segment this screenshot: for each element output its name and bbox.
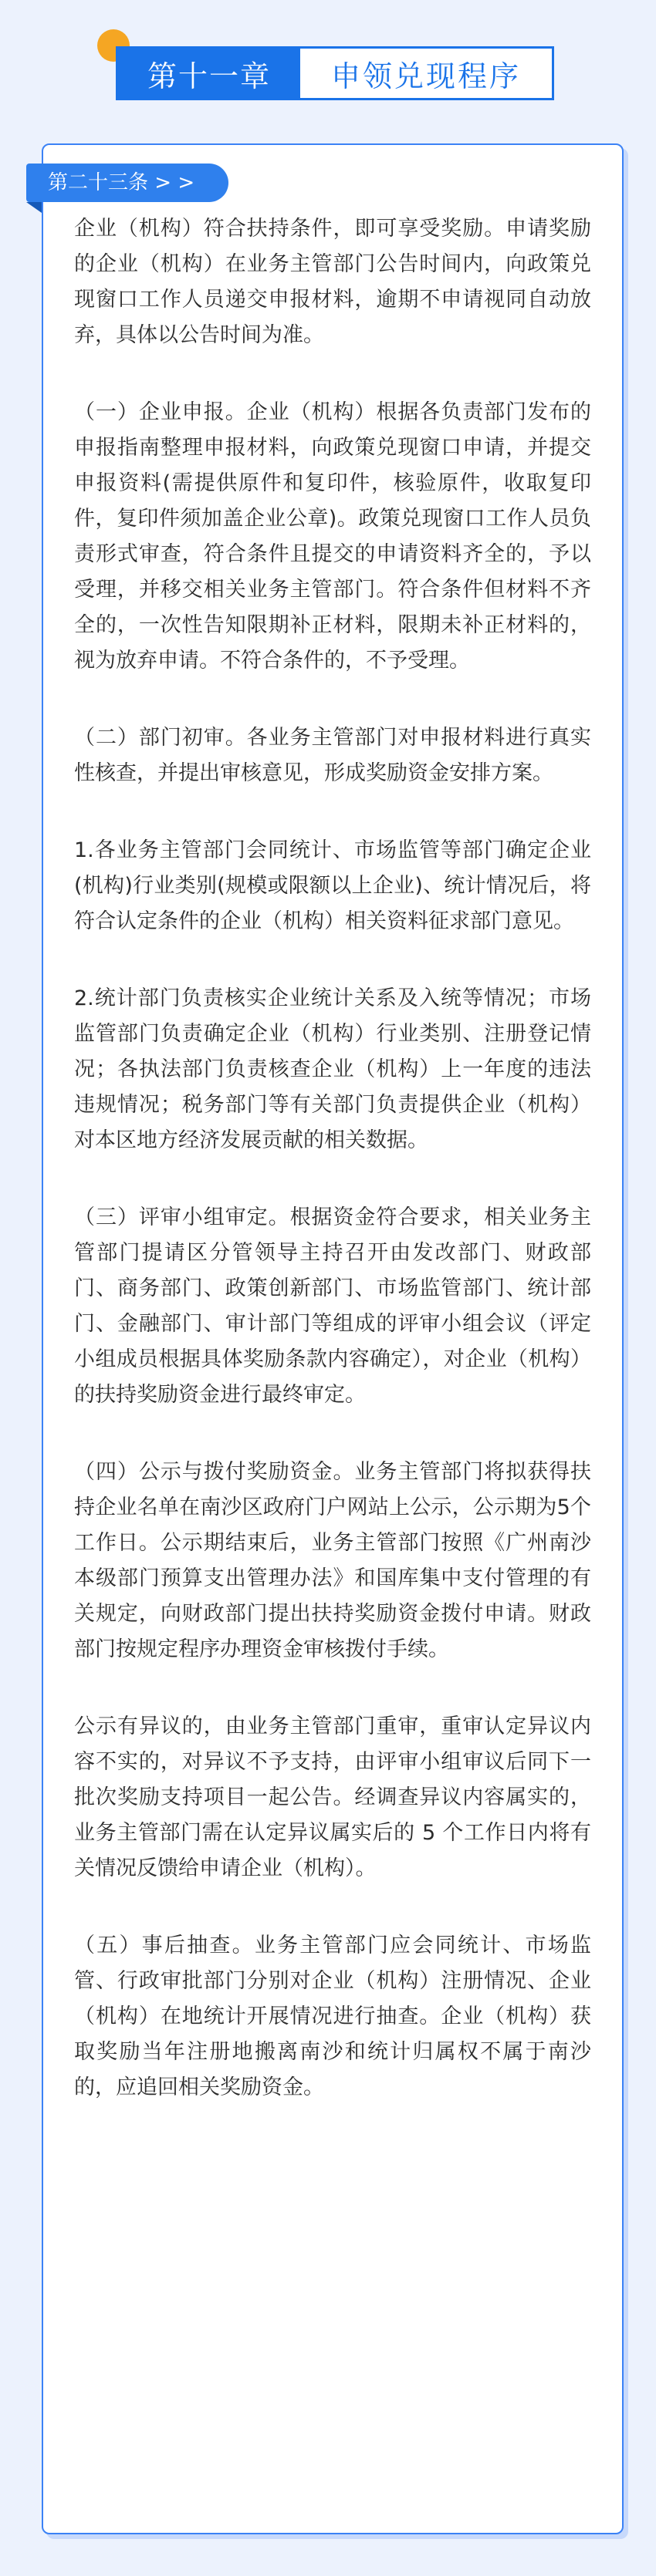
paragraph-enterprise-application: （一）企业申报。企业（机构）根据各负责部门发布的申报指南整理申报材料，向政策兑现窗口申请，并提交申报资料(需提供原件和复印件，核验原件，收取复印件，复印件须加盖企业公章)。政策兑现窗口工作人员负责形式审查，符合条件且提交的申请资料齐全的，予以受理，并移交相关业务主管部门。符合条件但材料不齐全的，一次性告知限期补正材料，限期未补正材料的，视为放弃申请。不符合条件的，不予受理。 <box>74 400 591 673</box>
paragraph-objection-handling: 公示有异议的，由业务主管部门重审，重审认定异议内容不实的，对异议不予支持，由评审小组审议后同下一批次奖励支持项目一起公告。经调查异议内容属实的，业务主管部门需在认定异议属实后的 5 个工作日内将有关情况反馈给申请企业（机构）。 <box>74 1715 591 1880</box>
chapter-title: 申领兑现程序 <box>330 59 521 93</box>
paragraph-review-item-2: 2.统计部门负责核实企业统计关系及入统等情况；市场监管部门负责确定企业（机构）行业类别、注册登记情况；各执法部门负责核查企业（机构）上一年度的违法违规情况；税务部门等有关部门负责提供企业（机构）对本区地方经济发展贡献的相关数据。 <box>74 986 591 1152</box>
article-body <box>74 211 591 2147</box>
paragraph-intro: 企业（机构）符合扶持条件，即可享受奖励。申请奖励的企业（机构）在业务主管部门公告时间内，向政策兑现窗口工作人员递交申报材料，逾期不申请视同自动放弃，具体以公告时间为准。 <box>74 217 591 347</box>
article-label-fold <box>26 202 42 213</box>
chapter-header <box>116 46 554 100</box>
paragraph-review-item-1: 1.各业务主管部门会同统计、市场监管等部门确定企业(机构)行业类别(规模或限额以上企业)、统计情况后，将符合认定条件的企业（机构）相关资料征求部门意见。 <box>74 838 591 933</box>
paragraph-publicity-disbursement: （四）公示与拨付奖励资金。业务主管部门将拟获得扶持企业名单在南沙区政府门户网站上公示，公示期为5个工作日。公示期结束后，业务主管部门按照《广州南沙本级部门预算支出管理办法》和国库集中支付管理的有关规定，向财政部门提出扶持奖励资金拨付申请。财政部门按规定程序办理资金审核拨付手续。 <box>74 1460 591 1661</box>
article-label: 第二十三条 > > <box>26 164 228 202</box>
paragraph-panel-approval: （三）评审小组审定。根据资金符合要求，相关业务主管部门提请区分管领导主持召开由发改部门、财政部门、商务部门、政策创新部门、市场监管部门、统计部门、金融部门、审计部门等组成的评审小组会议（评定小组成员根据具体奖励条款内容确定），对企业（机构）的扶持奖励资金进行最终审定。 <box>74 1205 591 1407</box>
chapter-number: 第十一章 <box>118 49 300 98</box>
paragraph-department-review: （二）部门初审。各业务主管部门对申报材料进行真实性核查，并提出审核意见，形成奖励资金安排方案。 <box>74 726 591 785</box>
paragraph-post-audit: （五）事后抽查。业务主管部门应会同统计、市场监管、行政审批部门分别对企业（机构）注册情况、企业（机构）在地统计开展情况进行抽查。企业（机构）获取奖励当年注册地搬离南沙和统计归属权不属于南沙的，应追回相关奖励资金。 <box>74 1934 591 2099</box>
